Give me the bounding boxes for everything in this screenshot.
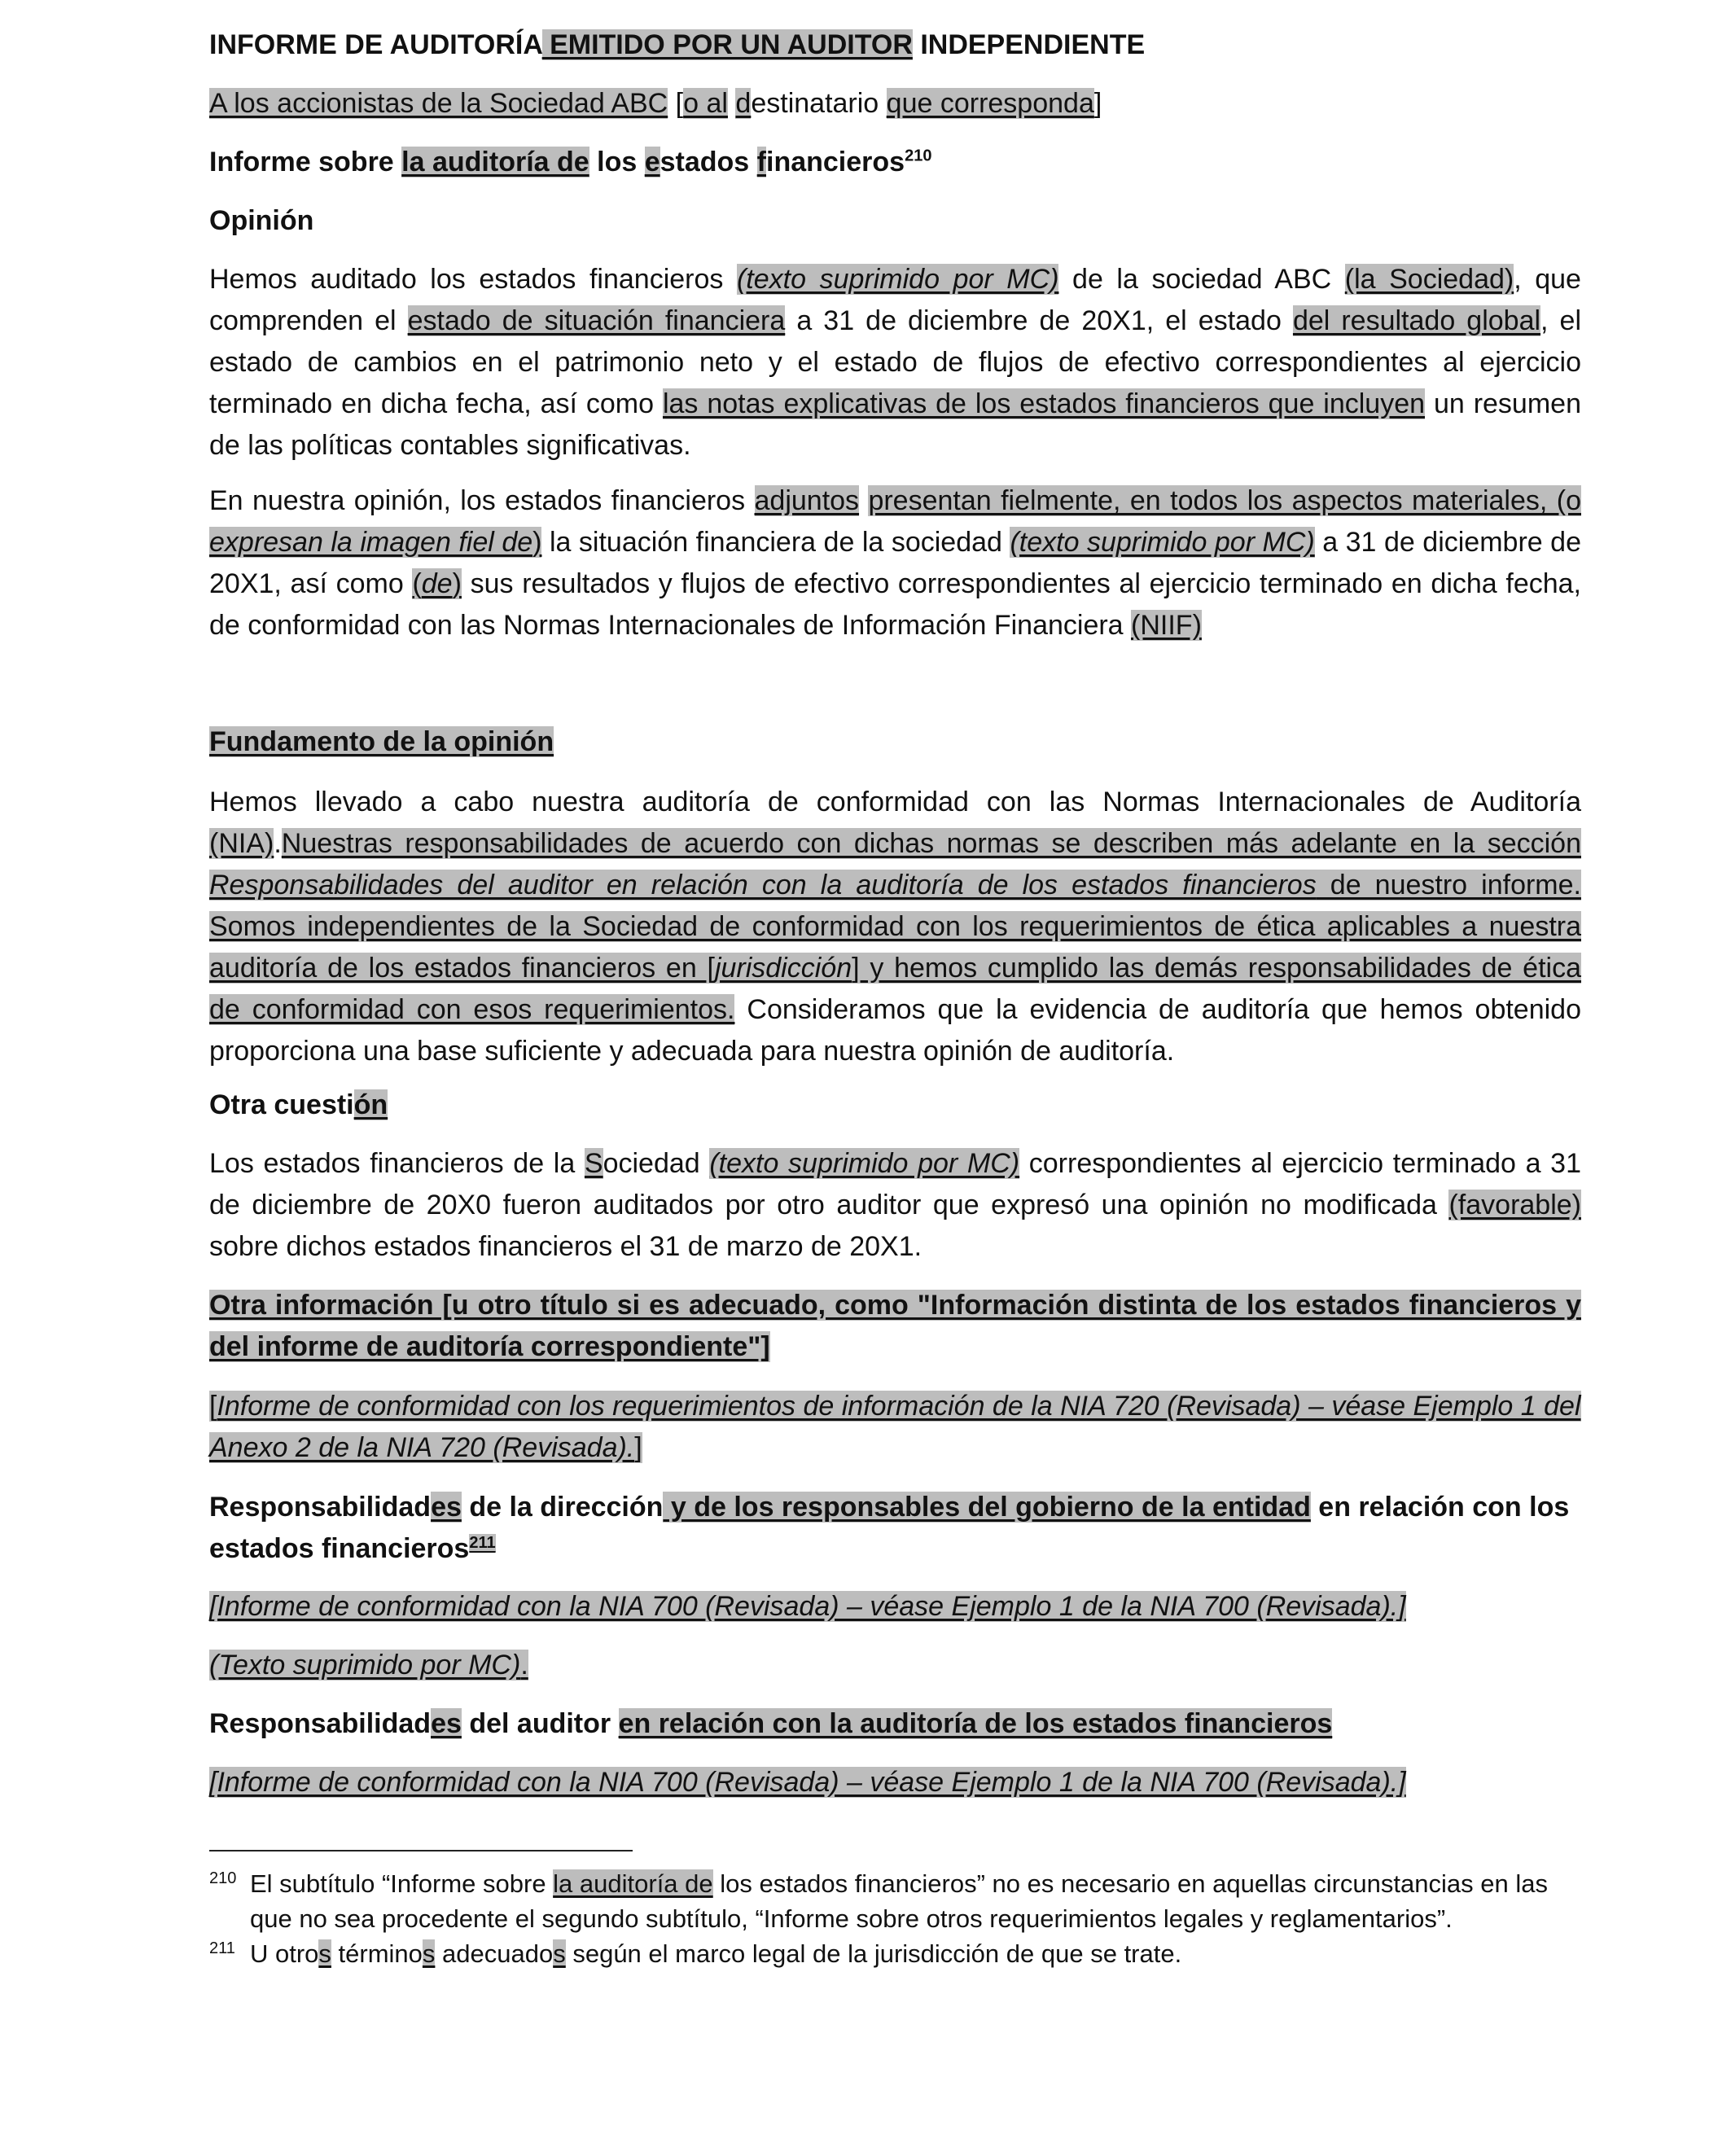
management-responsibilities-note: [Informe de conformidad con la NIA 700 (Revisada) – véase Ejemplo 1 de la NIA 700 (Revisada).]	[209, 1591, 1406, 1622]
auditor-responsibilities-heading: Responsabilidades del auditor en relación con la auditoría de los estados financieros	[209, 1708, 1333, 1739]
auditor-responsibilities-note: [Informe de conformidad con la NIA 700 (Revisada) – véase Ejemplo 1 de la NIA 700 (Revisada).]	[209, 1767, 1406, 1798]
footnotes	[209, 1866, 1581, 1971]
footnote-number: 210	[209, 1869, 237, 1887]
other-matter-paragraph: Los estados financieros de la Sociedad (texto suprimido por MC) correspondientes al ejercicio terminado a 31 de diciembre de 20X0 fueron auditados por otro auditor que expresó una opinión no modificada (favorable) sobre dichos estados financieros el 31 de marzo de 20X1.	[209, 1148, 1581, 1262]
footnote-211	[209, 1936, 1581, 1971]
management-responsibilities-heading: Responsabilidades de la dirección y de los responsables del gobierno de la entidad en relación con los estados financieros$^{211}$	[209, 1492, 1570, 1564]
other-information-heading: Otra información [u otro título si es adecuado, como "Información distinta de los estados financieros y del informe de auditoría correspondiente"]	[209, 1290, 1581, 1362]
other-matter-heading: Otra cuestión	[209, 1089, 388, 1120]
opinion-heading: Opinión	[209, 205, 314, 236]
management-responsibilities-suppressed: (Texto suprimido por MC).	[209, 1650, 528, 1681]
footnote-text: El subtítulo “Informe sobre la auditoría de los estados financieros” no es necesario en aquellas circunstancias en las que no sea procedente el segundo subtítulo, “Informe sobre otros requerimientos legales y reglamentarios”.	[250, 1869, 1548, 1933]
opinion-paragraph-1: Hemos auditado los estados financieros (texto suprimido por MC) de la sociedad ABC (la Sociedad), que comprenden el estado de situación financiera a 31 de diciembre de 20X1, el estado del resultado global, el estado de cambios en el patrimonio neto y el estado de flujos de efectivo correspondientes al ejercicio terminado en dicha fecha, así como las notas explicativas de los estados financieros que incluyen un resumen de las políticas contables significativas.	[209, 264, 1582, 461]
other-information-paragraph: [Informe de conformidad con los requerimientos de información de la NIA 720 (Revisada) – véase Ejemplo 1 del Anexo 2 de la NIA 720 (Revisada).]	[209, 1391, 1581, 1463]
opinion-paragraph-2: En nuestra opinión, los estados financieros adjuntos presentan fielmente, en todos los aspectos materiales, (o expresan la imagen fiel de) la situación financiera de la sociedad (texto suprimido por MC) a 31 de diciembre de 20X1, así como (de) sus resultados y flujos de efectivo correspondientes al ejercicio terminado en dicha fecha, de conformidad con las Normas Internacionales de Información Financiera (NIIF)	[209, 485, 1582, 641]
basis-paragraph: Hemos llevado a cabo nuestra auditoría de conformidad con las Normas Internacionales de Auditoría (NIA).Nuestras responsabilidades de acuerdo con dichas normas se describen más adelante en la sección Responsabilidades del auditor en relación con la auditoría de los estados financieros de nuestro informe. Somos independientes de la Sociedad de conformidad con los requerimientos de ética aplicables a nuestra auditoría de los estados financieros en [jurisdicción] y hemos cumplido las demás responsabilidades de ética de conformidad con esos requerimientos. Consideramos que la evidencia de auditoría que hemos obtenido proporciona una base suficiente y adecuada para nuestra opinión de auditoría.	[209, 787, 1582, 1067]
footnote-number: 211	[209, 1939, 235, 1957]
addressee: A los accionistas de la Sociedad ABC [o al destinatario que corresponda]	[209, 88, 1102, 119]
footnote-text: U otros términos adecuados según el marco legal de la jurisdicción de que se trate.	[250, 1939, 1182, 1968]
basis-heading: Fundamento de la opinión	[209, 726, 554, 757]
footnote-ref-211: 211	[469, 1533, 496, 1552]
footnote-ref-210: 210	[905, 147, 932, 165]
footnote-separator	[209, 1850, 633, 1851]
footnote-210	[209, 1866, 1581, 1936]
report-title: INFORME DE AUDITORÍA EMITIDO POR UN AUDITOR INDEPENDIENTE	[209, 29, 1146, 60]
report-heading: Informe sobre la auditoría de los estados financieros$^{210}$	[209, 147, 932, 177]
